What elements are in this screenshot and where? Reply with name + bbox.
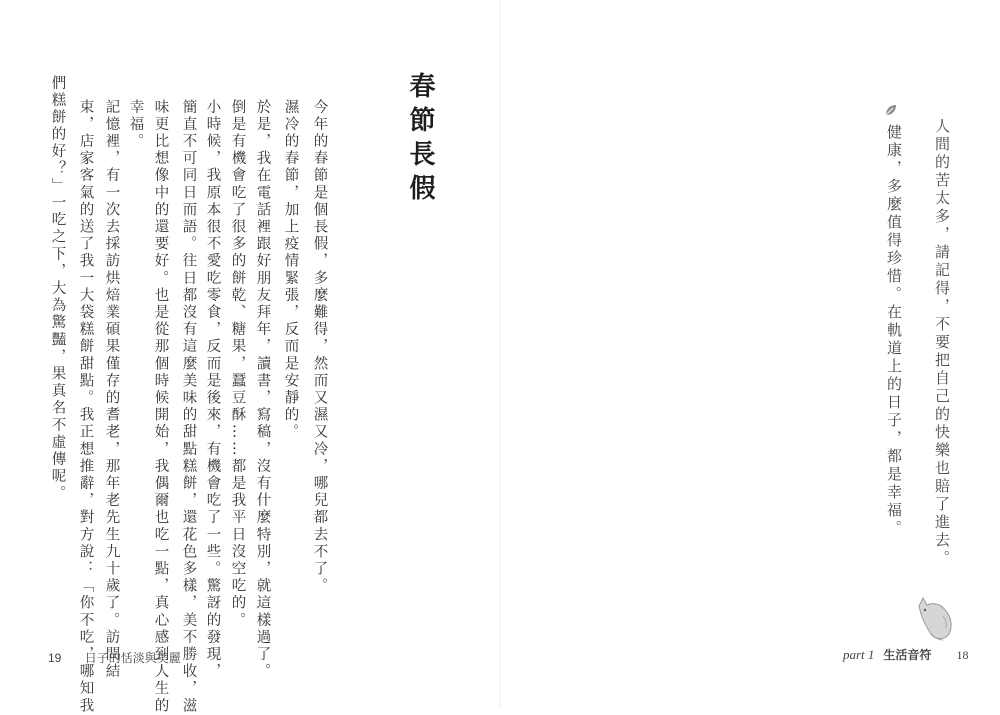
body-column-3: 於是，我在電話裡跟好朋友拜年，讀書，寫稿，沒有什麼特別，就這樣過了。: [254, 99, 271, 681]
body-column-11: 們糕餅的好？」一吃之下，大為驚豔，果真名不虛傳呢。: [49, 75, 66, 503]
body-column-1: 今年的春節是個長假，多麼難得，然而又濕又冷，哪兒都去不了。: [311, 99, 328, 595]
part-label: part 1: [843, 647, 875, 662]
right-page-number: 18: [956, 648, 969, 662]
left-page-number: 19: [48, 651, 62, 665]
book-title: 日子的恬淡與美麗: [84, 651, 181, 665]
book-gutter: [499, 0, 501, 709]
body-column-7: 味更比想像中的還要好。也是從那個時候開始，我偶爾也吃一點，真心感到人生的: [152, 99, 169, 715]
cat-illustration: [913, 596, 957, 642]
leaf-icon: [883, 102, 899, 118]
quote-line-1: 人間的苦太多，請記得，不要把自己的快樂也賠了進去。: [933, 118, 951, 568]
footer-right: [843, 646, 968, 663]
essay-title: 春節長假: [405, 72, 435, 208]
body-column-5: 小時候，我原本很不愛吃零食，反而是後來，有機會吃了一些。驚訝的發現，: [204, 99, 221, 681]
body-column-2: 濕冷的春節，加上疫情緊張，反而是安靜的。: [282, 99, 299, 441]
body-column-10: 束，店家客氣的送了我一大袋糕餅甜點。我正想推辭，對方說：「你不吃，哪知我: [77, 99, 94, 715]
body-column-6: 簡直不可同日而語。往日都沒有這麼美味的甜點糕餅，還花色多樣，美不勝收，滋: [180, 99, 197, 715]
quote-line-2: 健康，多麼值得珍惜。在軌道上的日子，都是幸福。: [885, 124, 903, 538]
body-column-8: 幸福。: [127, 99, 144, 151]
body-column-4: 倒是有機會吃了很多的餅乾、糖果，蠶豆酥……都是我平日沒空吃的。: [229, 99, 246, 630]
body-column-9: 記憶裡，有一次去採訪烘焙業碩果僅存的耆老，那年老先生九十歲了。訪問結: [103, 99, 120, 681]
footer-left: [48, 649, 181, 666]
section-title: 生活音符: [883, 648, 932, 662]
